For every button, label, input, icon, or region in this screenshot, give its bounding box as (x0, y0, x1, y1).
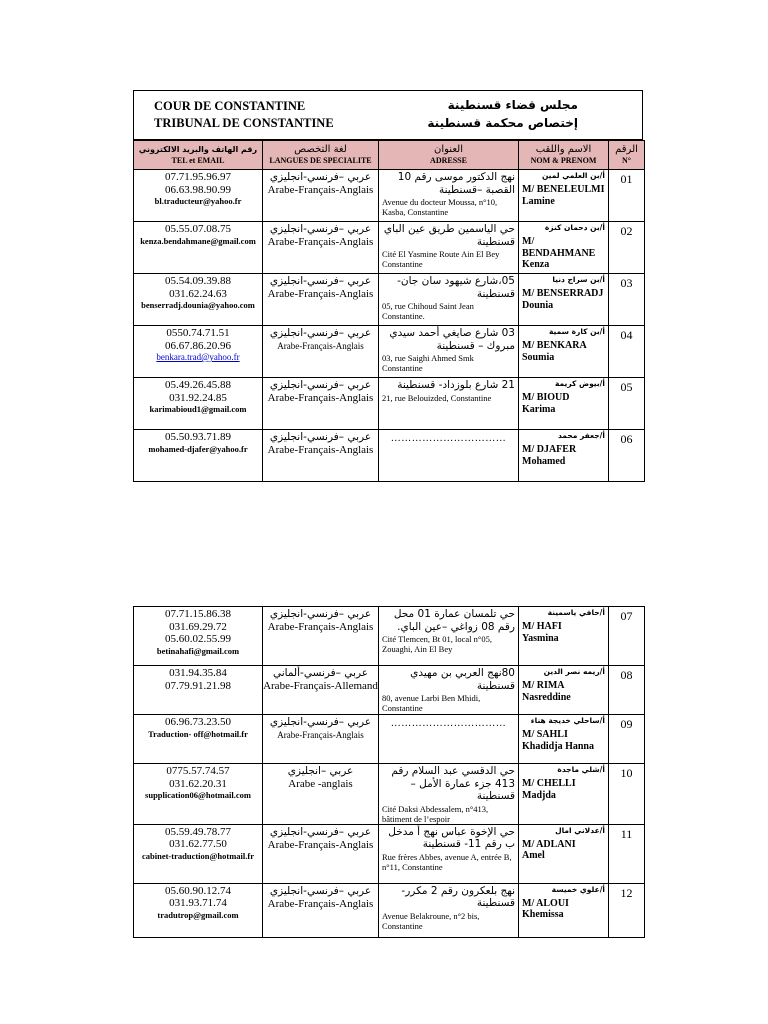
phone-number: 031.92.24.85 (169, 391, 227, 404)
name-fr: M/ CHELLI (522, 778, 576, 789)
languages-fr: Arabe -anglais (288, 778, 353, 790)
languages-cell (263, 666, 379, 715)
languages-fr: Arabe-Français-Allemand (263, 680, 378, 692)
languages-cell (263, 326, 379, 378)
name-cell (519, 378, 609, 430)
languages-fr: Arabe-Français-Anglais (267, 288, 374, 300)
email-address: betinahafi@gmail.com (156, 645, 240, 656)
table-row (134, 378, 645, 430)
phone-number: 07.71.15.86.38 (165, 608, 231, 620)
email-address: mohamed-djafer@yahoo.fr (148, 443, 248, 454)
table-row (134, 430, 645, 482)
address-placeholder: …………………………… (390, 433, 507, 444)
email-address: Traduction- off@hotmail.fr (148, 728, 248, 739)
name-cell (519, 274, 609, 326)
col-header-num-ar: الرقم (615, 144, 638, 155)
languages-ar: عربي –فرنسي-انجليزي (269, 884, 372, 897)
table-header-row (134, 141, 645, 170)
phone-number: 06.96.73.23.50 (165, 716, 231, 728)
table-row (134, 170, 645, 222)
contact-cell (134, 883, 263, 937)
address-cell (379, 326, 519, 378)
name-fr: M/ DJAFER (522, 444, 577, 455)
languages-cell (263, 883, 379, 937)
table-row (134, 715, 645, 764)
name-fr: M/ BENELEULMI (522, 184, 605, 195)
address-ar: نهج الدكتور موسى رقم 10 القصبة –قسنطينة (397, 171, 515, 196)
col-header-tel (134, 141, 263, 170)
first-name-fr: Mohamed (522, 455, 566, 467)
table-row (134, 824, 645, 883)
address-cell (379, 824, 519, 883)
languages-cell (263, 274, 379, 326)
table-row (134, 607, 645, 666)
name-fr: M/ HAFI (522, 621, 562, 632)
col-header-num (609, 141, 645, 170)
phone-number: 05.55.07.08.75 (165, 223, 231, 235)
name-ar: أ/علوي خميسة (551, 884, 605, 894)
name-cell (519, 607, 609, 666)
court-name-ar: مجلس قضاء قسنطينة (447, 98, 578, 112)
address-cell (379, 170, 519, 222)
phone-number: 06.67.86.20.96 (165, 339, 231, 352)
address-ar: حي الإخوة عباس نهج أ مدخل ب رقم 11- قسنطينة (388, 825, 515, 850)
languages-ar: عربي –فرنسي-انجليزي (269, 608, 372, 620)
table-row (134, 883, 645, 937)
languages-fr: Arabe-Français-Anglais (267, 392, 374, 404)
row-number: 01 (609, 170, 645, 222)
contact-cell (134, 607, 263, 666)
col-header-addr (379, 141, 519, 170)
col-header-lang-ar: لغة التخصص (294, 144, 347, 155)
address-ar: 21 شارع بلوزداد- قسنطينة (397, 379, 515, 391)
col-header-name (519, 141, 609, 170)
name-fr: M/ ALOUI (522, 897, 569, 909)
name-cell (519, 170, 609, 222)
name-ar: أ/ساحلي خديجة هناء (530, 716, 605, 725)
phone-number: 05.60.02.55.99 (165, 633, 231, 645)
name-ar: أ/بن دحمان كنزة (544, 223, 605, 232)
address-ar: حي الدقسي عبد السلام رقم 413 جزء عمارة الأمل –قسنطينة (391, 765, 515, 802)
name-ar: أ/جعفر محمد (557, 431, 605, 440)
contact-cell (134, 222, 263, 274)
name-ar: أ/بن كارة سمية (548, 327, 605, 336)
languages-ar: عربي –فرنسي-انجليزي (269, 379, 372, 391)
languages-cell (263, 715, 379, 764)
phone-number: 031.69.29.72 (169, 620, 227, 633)
languages-ar: عربي –فرنسي-انجليزي (269, 275, 372, 287)
name-fr: M/ RIMA (522, 680, 565, 691)
phone-number: 05.49.26.45.88 (165, 379, 231, 391)
first-name-fr: Soumia (522, 351, 555, 363)
address-fr: 21, rue Belouizded, Constantine (382, 392, 492, 403)
email-address: bl.traducteur@yahoo.fr (154, 196, 242, 206)
first-name-fr: Khadidja Hanna (522, 740, 594, 752)
name-ar: أ/حافي ياسمينة (547, 608, 605, 617)
name-ar: أ/بن سراج دنيا (552, 275, 605, 284)
first-name-fr: Yasmina (522, 632, 559, 644)
contact-cell (134, 824, 263, 883)
phone-number: 06.63.98.90.99 (165, 183, 231, 196)
translators-table-1 (133, 140, 645, 482)
row-number: 02 (609, 222, 645, 274)
address-fr: Avenue Belakroune, n°2 bis, Constantine (382, 910, 480, 931)
contact-cell (134, 430, 263, 482)
court-name-fr: COUR DE CONSTANTINE (154, 99, 306, 113)
address-cell (379, 883, 519, 937)
row-number: 03 (609, 274, 645, 326)
col-header-addr-ar: العنوان (434, 144, 463, 155)
address-cell (379, 378, 519, 430)
col-header-tel-ar: رقم الهاتف والبريد الالكتروني (138, 145, 258, 154)
address-fr: 80, avenue Larbi Ben Mhidi, Constantine (382, 693, 481, 713)
table-row (134, 274, 645, 326)
languages-ar: عربي –فرنسي-انجليزي (269, 716, 372, 728)
languages-ar: عربي –فرنسي-انجليزي (269, 431, 372, 443)
col-header-name-ar: الاسم واللقب (535, 144, 592, 155)
address-cell (379, 715, 519, 764)
col-header-name-fr: NOM & PRENOM (530, 156, 597, 165)
languages-ar: عربي –فرنسي-ألماني (272, 667, 369, 679)
languages-cell (263, 222, 379, 274)
languages-cell (263, 824, 379, 883)
name-cell (519, 715, 609, 764)
languages-cell (263, 607, 379, 666)
languages-cell (263, 378, 379, 430)
email-address: supplication06@hotmail.com (145, 790, 251, 800)
address-ar: نهج بلعكرون رقم 2 مكرر- قسنطينة (401, 884, 515, 909)
email-address: cabinet-traduction@hotmail.fr (141, 850, 255, 861)
tribunal-name-fr: TRIBUNAL DE CONSTANTINE (154, 116, 334, 130)
contact-cell (134, 326, 263, 378)
first-name-fr: Dounia (522, 299, 554, 311)
first-name-fr: Kenza (522, 259, 550, 270)
languages-cell (263, 764, 379, 825)
address-fr: Cité Daksi Abdessalem, n°413, bâtiment de l’espoir (382, 803, 489, 824)
languages-fr: Arabe-Français-Anglais (267, 838, 374, 851)
address-ar: 05،شارع شيهود سان جان- قسنطينة (397, 275, 515, 300)
col-header-addr-fr: ADRESSE (430, 156, 467, 165)
address-cell (379, 607, 519, 666)
phone-number: 0775.57.74.57 (166, 765, 230, 777)
address-cell (379, 222, 519, 274)
row-number: 11 (609, 824, 645, 883)
phone-number: 05.50.93.71.89 (165, 431, 231, 443)
languages-fr: Arabe-Français-Anglais (267, 444, 374, 456)
name-fr: M/ BENDAHMANE (522, 236, 596, 259)
phone-number: 05.59.49.78.77 (165, 825, 231, 838)
name-ar: أ/بيوض كريمة (554, 379, 605, 388)
name-ar: أ/عدلاني امال (555, 825, 605, 835)
name-cell (519, 883, 609, 937)
phone-number: 031.62.77.50 (169, 838, 227, 850)
col-header-num-fr: N° (622, 156, 631, 165)
phone-number: 031.93.71.74 (169, 897, 227, 909)
languages-ar: عربي –فرنسي-انجليزي (269, 171, 372, 183)
languages-fr: Arabe-Français-Anglais (267, 621, 374, 633)
phone-number: 05.54.09.39.88 (165, 275, 231, 287)
languages-fr: Arabe-Français-Anglais (267, 897, 374, 910)
col-header-lang (263, 141, 379, 170)
name-cell (519, 764, 609, 825)
languages-fr: Arabe-Français-Anglais (277, 730, 364, 740)
col-header-tel-fr: TEL et EMAIL (171, 156, 225, 165)
phone-number: 031.94.35.84 (169, 667, 227, 679)
table-row (134, 222, 645, 274)
languages-ar: عربي –فرنسي-انجليزي (269, 223, 372, 235)
phone-number: 031.62.24.63 (169, 287, 227, 300)
first-name-fr: Nasreddine (522, 691, 571, 703)
contact-cell (134, 715, 263, 764)
address-ar: 80نهج العربي بن مهيدي قسنطينة (410, 667, 515, 692)
row-number: 06 (609, 430, 645, 482)
address-ar: 03 شارع صايغي أحمد سيدي مبروك – قسنطينة (389, 327, 515, 352)
address-fr: Cité Tlemcen, Bt 01, local n°05, Zouaghi, Ain El Bey (382, 634, 492, 654)
email-address: benkara.trad@yahoo.fr (156, 352, 240, 362)
phone-number: 0550.74.71.51 (166, 327, 230, 339)
contact-cell (134, 170, 263, 222)
row-number: 07 (609, 607, 645, 666)
name-cell (519, 430, 609, 482)
email-address: benserradj.dounia@yahoo.com (141, 300, 255, 310)
name-cell (519, 666, 609, 715)
address-cell (379, 274, 519, 326)
address-fr: Cité El Yasmine Route Ain El Bey Constantine (382, 249, 500, 269)
contact-cell (134, 764, 263, 825)
languages-ar: عربي –فرنسي-انجليزي (269, 825, 372, 838)
table-row (134, 326, 645, 378)
name-fr: M/ BENSERRADJ (522, 288, 604, 299)
name-ar: أ/بن العلمي لمين (541, 171, 605, 180)
table-row (134, 666, 645, 715)
first-name-fr: Lamine (522, 195, 555, 207)
languages-cell (263, 430, 379, 482)
languages-fr: Arabe-Français-Anglais (267, 184, 374, 196)
email-address: kenza.bendahmane@gmail.com (140, 235, 256, 246)
address-cell (379, 666, 519, 715)
col-header-lang-fr: LANGUES DE SPECIALITE (269, 156, 372, 165)
email-address: karimabioud1@gmail.com (149, 404, 247, 414)
first-name-fr: Karima (522, 403, 556, 415)
address-fr: 03, rue Saighi Ahmed Smk Constantine (382, 353, 474, 373)
row-number: 09 (609, 715, 645, 764)
contact-cell (134, 378, 263, 430)
row-number: 04 (609, 326, 645, 378)
row-number: 05 (609, 378, 645, 430)
address-placeholder: …………………………… (390, 718, 507, 729)
name-fr: M/ SAHLI (522, 729, 568, 740)
first-name-fr: Khemissa (522, 909, 564, 920)
name-cell (519, 326, 609, 378)
name-ar: أ/ريمه نصر الدين (543, 667, 605, 676)
court-header (133, 90, 643, 140)
name-cell (519, 222, 609, 274)
name-cell (519, 824, 609, 883)
first-name-fr: Amel (522, 850, 545, 861)
languages-ar: عربي –انجليزي (287, 765, 354, 777)
phone-number: 05.60.90.12.74 (165, 884, 231, 897)
address-fr: 05, rue Chihoud Saint Jean Constantine. (382, 301, 474, 321)
languages-fr: Arabe-Français-Anglais (277, 341, 364, 351)
address-cell (379, 430, 519, 482)
phone-number: 07.79.91.21.98 (165, 679, 231, 692)
row-number: 12 (609, 883, 645, 937)
table-row (134, 764, 645, 825)
languages-cell (263, 170, 379, 222)
phone-number: 07.71.95.96.97 (165, 171, 231, 183)
translators-table-2 (133, 606, 645, 938)
first-name-fr: Madjda (522, 789, 556, 801)
name-fr: M/ ADLANI (522, 838, 576, 850)
address-ar: حي تلمسان عمارة 01 محل رقم 08 زواغي –عين الباي. (393, 608, 515, 633)
languages-ar: عربي –فرنسي-انجليزي (269, 327, 372, 339)
tribunal-name-ar: إختصاص محكمة قسنطينة (427, 116, 578, 130)
contact-cell (134, 666, 263, 715)
address-cell (379, 764, 519, 825)
name-fr: M/ BIOUD (522, 392, 570, 403)
row-number: 10 (609, 764, 645, 825)
row-number: 08 (609, 666, 645, 715)
address-fr: Avenue du docteur Moussa, n°10, Kasba, Constantine (382, 197, 498, 217)
address-ar: حي الياسمين طريق عين الباي قسنطينة (383, 223, 515, 248)
email-address: tradutrop@gmail.com (157, 909, 239, 920)
address-fr: Rue frères Abbes, avenue A, entrée B, n°11, Constantine (382, 851, 512, 872)
name-ar: أ/شلي ماجدة (557, 765, 605, 774)
contact-cell (134, 274, 263, 326)
phone-number: 031.62.20.31 (169, 777, 227, 790)
name-fr: M/ BENKARA (522, 340, 587, 351)
languages-fr: Arabe-Français-Anglais (267, 236, 374, 248)
